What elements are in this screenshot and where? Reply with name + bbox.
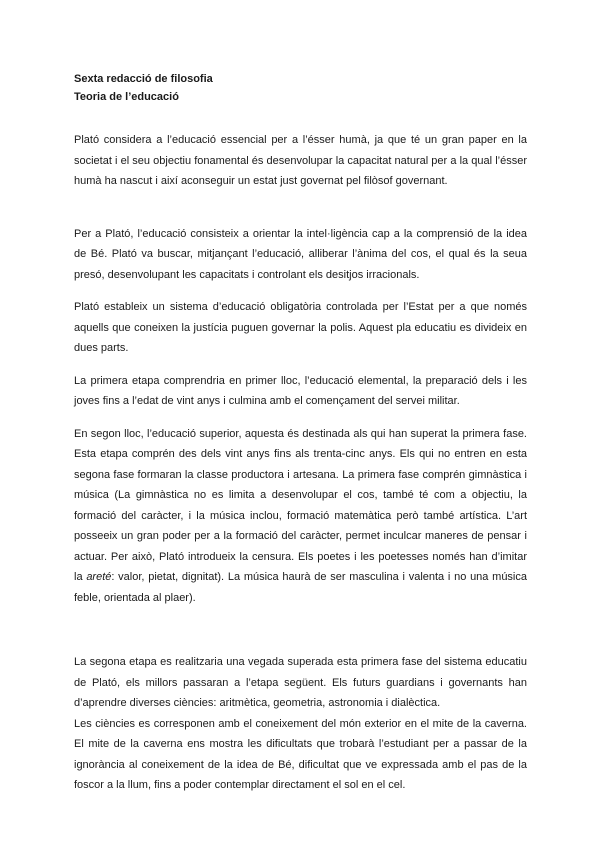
document-page [74, 70, 527, 796]
paragraph-5-text-start: En segon lloc, l’educació superior, aquesta és destinada als qui han superat la primera fase. Esta etapa comprén des dels vint anys fins als trenta-cinc anys. Els qui no entren en esta segona fase formaran la classe productora i artesana. La primera fase comprén gimnàstica i música (La gimnàstica no es limita a desenvolupar el cos, també té com a objectiu, la formació del caràcter, i la música inclou, formació matemàtica però també artística. L’art posseeix un gran poder per a la formació del caràcter, permet inculcar maneres de pensar i actuar. Per això, Plató introdueix la censura. Els poetes i les poetesses només han d’imitar la [74, 427, 527, 583]
document-subtitle: Teoria de l’educació [74, 91, 179, 103]
paragraph-2: Per a Plató, l’educació consisteix a orientar la intel·ligència cap a la comprensió de la idea de Bé. Plató va buscar, mitjançant l’educació, alliberar l’ànima del cos, el qual és la seua presó, desenvolupant les capacitats i controlant els desitjos irracionals. [74, 227, 527, 281]
paragraph-3: Plató estableix un sistema d’educació obligatòria controlada per l’Estat per a que només aquells que coneixen la justícia puguen governar la polis. Aquest pla educatiu es divideix en dues parts. [74, 301, 527, 354]
paragraph-7: Les ciències es corresponen amb el coneixement del món exterior en el mite de la caverna. El mite de la caverna ens mostra les dificultats que trobarà l’estudiant per a passar de la ignorància al coneixement de la idea de Bé, dificultat que ve expressada amb el pas de la foscor a la llum, fins a poder contemplar directament el sol en el cel. [74, 717, 527, 791]
paragraph-5-italic-term: areté [86, 571, 112, 583]
paragraph-1: Plató considera a l’educació essencial per a l’ésser humà, ja que té un gran paper en la societat i el seu objectiu fonamental és desenvolupar la capacitat natural per a la qual l’ésser humà ha nascut i així aconseguir un estat just governat pel filòsof governant. [74, 134, 527, 187]
document-title: Sexta redacció de filosofia [74, 73, 213, 85]
paragraph-5-text-end: : valor, pietat, dignitat). La música haurà de ser masculina i valenta i no una música feble, orientada al plaer). [74, 571, 527, 604]
paragraph-6: La segona etapa es realitzaria una vegada superada esta primera fase del sistema educatiu de Plató, els millors passaran a l’etapa següent. Els futurs guardians i governants han d’aprendre diverses ciències: aritmètica, geometria, astronomia i dialèctica. [74, 656, 527, 709]
paragraph-4: La primera etapa comprendria en primer lloc, l’educació elemental, la preparació dels i les joves fins a l’edat de vint anys i culmina amb el començament del servei militar. [74, 374, 527, 407]
paragraph-5 [74, 424, 527, 609]
